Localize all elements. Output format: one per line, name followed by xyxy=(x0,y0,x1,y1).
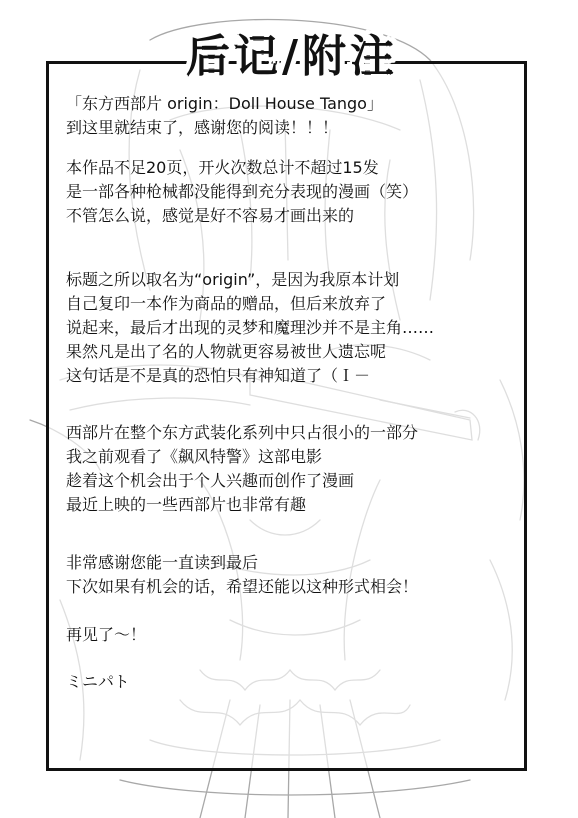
paragraph-work-notes xyxy=(66,156,516,228)
text-line: 不管怎么说，感觉是好不容易才画出来的 xyxy=(66,206,355,225)
text-line: 最近上映的一些西部片也非常有趣 xyxy=(66,495,307,514)
text-line: 标题之所以取名为“origin”，是因为我原本计划 xyxy=(66,270,400,289)
title-banner xyxy=(160,26,424,88)
page-title: 后记/附注 xyxy=(185,31,399,82)
text-line: 下次如果有机会的话，希望还能以这种形式相会！ xyxy=(66,577,419,596)
paragraph-title-origin xyxy=(66,268,516,388)
text-line: 西部片在整个东方武装化系列中只占很小的一部分 xyxy=(66,423,419,442)
text-line: 本作品不足20页，开火次数总计不超过15发 xyxy=(66,158,379,177)
paragraph-western-genre xyxy=(66,421,516,517)
text-line: 趁着这个机会出于个人兴趣而创作了漫画 xyxy=(66,471,355,490)
text-line: 非常感谢您能一直读到最后 xyxy=(66,553,259,572)
text-line: 是一部各种枪械都没能得到充分表现的漫画（笑） xyxy=(66,182,419,201)
text-line: 说起来，最后才出现的灵梦和魔理沙并不是主角…… xyxy=(66,318,435,337)
text-line: 到这里就结束了，感谢您的阅读！！！ xyxy=(66,118,339,137)
text-line: 果然凡是出了名的人物就更容易被世人遗忘呢 xyxy=(66,342,387,361)
author-signature xyxy=(66,670,516,694)
text-line: 自己复印一本作为商品的赠品，但后来放弃了 xyxy=(66,294,387,313)
text-line: 「东方西部片 origin：Doll House Tango」 xyxy=(66,94,383,113)
paragraph-closing-thanks xyxy=(66,92,516,140)
afterword-body xyxy=(66,92,516,694)
paragraph-farewell xyxy=(66,623,516,647)
text-line: 这句话是不是真的恐怕只有神知道了（Ｉ－ xyxy=(66,366,371,385)
text-line: 再见了～！ xyxy=(66,625,147,644)
text-line: 我之前观看了《飙风特警》这部电影 xyxy=(66,447,323,466)
author-name: ミニパト xyxy=(66,672,130,691)
paragraph-thanks xyxy=(66,551,516,599)
